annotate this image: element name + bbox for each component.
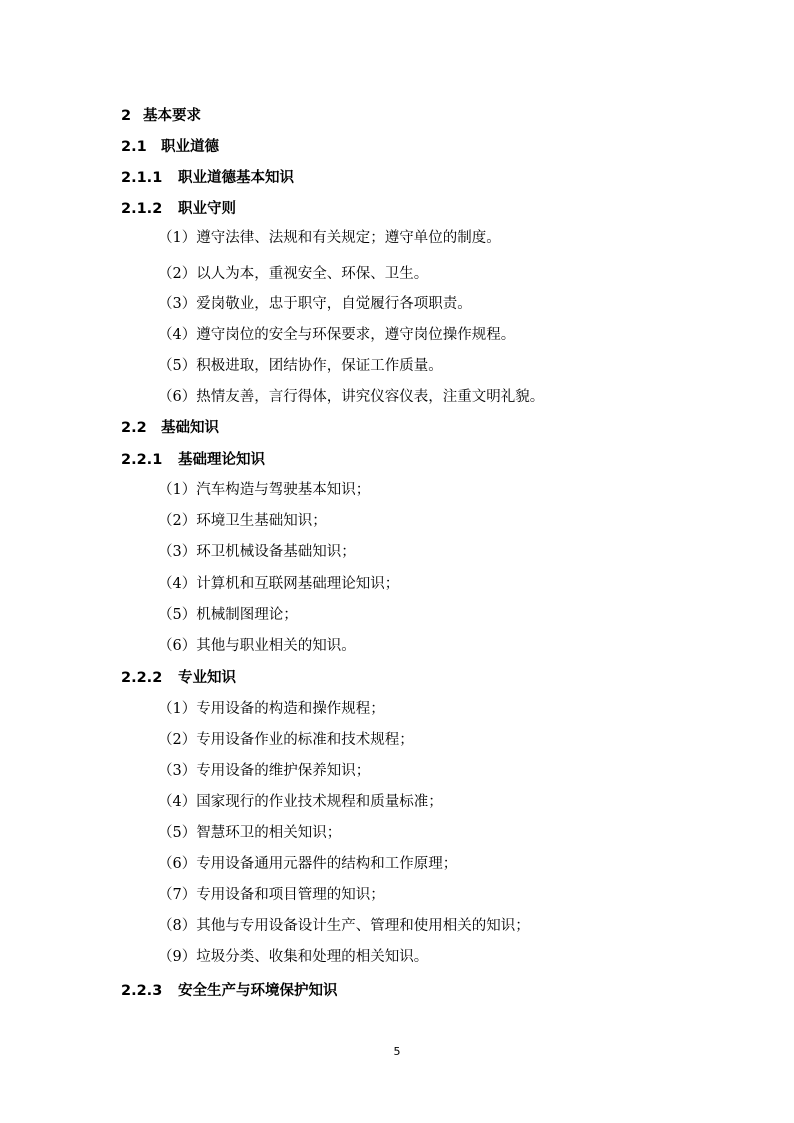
heading-number: 2.1 <box>121 139 147 155</box>
list-item: （4）国家现行的作业技术规程和质量标准； <box>158 794 443 810</box>
heading-title: 基本要求 <box>143 108 201 124</box>
list-item: （2）专用设备作业的标准和技术规程； <box>158 732 414 748</box>
list-item: （4）遵守岗位的安全与环保要求，遵守岗位操作规程。 <box>158 327 516 343</box>
heading-title: 基础知识 <box>161 420 219 436</box>
heading-number: 2 <box>121 108 132 124</box>
heading-2-2 <box>121 416 219 437</box>
heading-number: 2.2.1 <box>121 452 163 468</box>
heading-title: 职业道德基本知识 <box>178 170 294 186</box>
heading-title: 基础理论知识 <box>178 452 265 468</box>
heading-title: 安全生产与环境保护知识 <box>178 983 338 999</box>
heading-title: 专业知识 <box>178 670 236 686</box>
heading-number: 2.2 <box>121 420 147 436</box>
heading-number: 2.2.2 <box>121 670 163 686</box>
heading-2-1-2 <box>121 197 236 218</box>
heading-title: 职业守则 <box>178 201 236 217</box>
heading-title: 职业道德 <box>161 139 219 155</box>
heading-2 <box>121 104 201 125</box>
list-item: （5）智慧环卫的相关知识； <box>158 825 342 841</box>
list-item: （3）爱岗敬业，忠于职守，自觉履行各项职责。 <box>158 296 472 312</box>
heading-2-2-3 <box>121 979 338 1000</box>
list-item: （9）垃圾分类、收集和处理的相关知识。 <box>158 949 429 965</box>
list-item: （6）专用设备通用元器件的结构和工作原理； <box>158 856 458 872</box>
page-number: 5 <box>393 1045 401 1058</box>
list-item: （6）其他与职业相关的知识。 <box>158 638 356 654</box>
list-item: （2）环境卫生基础知识； <box>158 513 327 529</box>
heading-2-2-2 <box>121 666 236 687</box>
list-item: （5）积极进取，团结协作，保证工作质量。 <box>158 358 443 374</box>
list-item: （2）以人为本，重视安全、环保、卫生。 <box>158 266 429 282</box>
list-item: （4）计算机和互联网基础理论知识； <box>158 576 400 592</box>
list-item: （5）机械制图理论； <box>158 607 298 623</box>
heading-2-1 <box>121 135 219 156</box>
list-item: （1）汽车构造与驾驶基本知识； <box>158 482 371 498</box>
heading-number: 2.2.3 <box>121 983 163 999</box>
list-item: （1）遵守法律、法规和有关规定；遵守单位的制度。 <box>158 230 501 246</box>
list-item: （1）专用设备的构造和操作规程； <box>158 701 385 717</box>
heading-number: 2.1.1 <box>121 170 163 186</box>
list-item: （3）专用设备的维护保养知识； <box>158 763 371 779</box>
heading-2-1-1 <box>121 166 294 187</box>
list-item: （8）其他与专用设备设计生产、管理和使用相关的知识； <box>158 918 530 934</box>
list-item: （7）专用设备和项目管理的知识； <box>158 887 385 903</box>
list-item: （3）环卫机械设备基础知识； <box>158 544 356 560</box>
list-item: （6）热情友善，言行得体，讲究仪容仪表，注重文明礼貌。 <box>158 389 545 405</box>
heading-number: 2.1.2 <box>121 201 163 217</box>
heading-2-2-1 <box>121 448 265 469</box>
